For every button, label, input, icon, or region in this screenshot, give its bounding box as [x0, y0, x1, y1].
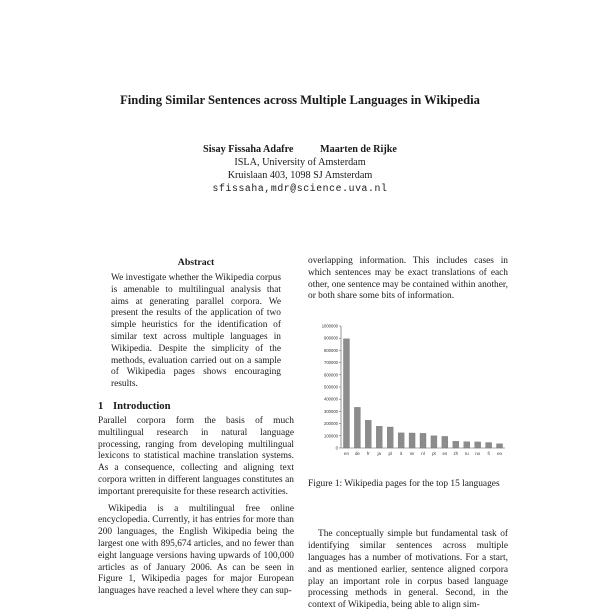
continued-paragraph: overlapping information. This includes cases in which sentences may be exact translations of each other, one sentence may be contained within another, or both share some bits of information. [308, 256, 508, 302]
bar-it [398, 433, 404, 448]
y-tick-label: 100000 [324, 433, 338, 439]
intro-paragraph-1: Parallel corpora form the basis of much multilingual research in natural language processing, ranging from developing multilingual lexicons to statistical machine translation systems. As a consequence, collecting and aligning text corpora written in different languages constitutes an important prerequisite for these research activities. [98, 415, 294, 497]
right-column [308, 256, 508, 303]
x-tick-label: es [442, 451, 448, 456]
x-tick-label: ru [464, 451, 469, 456]
bar-en [343, 339, 349, 448]
bar-pl [387, 427, 393, 448]
x-tick-label: ja [377, 451, 381, 456]
section-title: Introduction [113, 400, 171, 412]
x-tick-label: pl [388, 451, 392, 456]
abstract-heading: Abstract [177, 257, 215, 268]
y-tick-label: 200000 [324, 421, 338, 427]
affiliation: ISLA, University of Amsterdam [234, 157, 366, 168]
figure-caption: Figure 1: Wikipedia pages for the top 15 languages [308, 479, 500, 489]
y-tick-label: 0 [335, 445, 338, 451]
bar-no [475, 442, 481, 448]
bar-ru [464, 442, 470, 448]
bar-pt [431, 436, 437, 448]
author-2: Maarten de Rijke [319, 144, 397, 155]
left-column [98, 256, 294, 598]
bar-chart [313, 320, 509, 464]
address: Kruislaan 403, 1098 SJ Amsterdam [227, 170, 373, 181]
bar-es [442, 436, 448, 448]
bar-nl [420, 433, 426, 448]
bar-sv [409, 433, 415, 448]
x-tick-label: sv [409, 451, 415, 456]
x-tick-label: nl [421, 451, 425, 456]
paper-title: Finding Similar Sentences across Multiple Languages in Wikipedia [120, 93, 480, 107]
y-tick-label: 900000 [324, 335, 338, 341]
x-tick-label: de [354, 451, 360, 456]
author-email: sfissaha,mdr@science.uva.nl [212, 183, 388, 194]
y-tick-label: 600000 [324, 372, 338, 378]
y-tick-label: 1000000 [321, 323, 338, 329]
section-number: 1 [98, 400, 104, 412]
x-tick-label: zh [453, 451, 459, 456]
y-tick-label: 700000 [324, 360, 338, 366]
section-heading-introduction [98, 400, 294, 413]
x-tick-label: en [344, 451, 349, 456]
bar-fi [486, 443, 492, 448]
y-tick-label: 300000 [324, 408, 338, 414]
x-tick-label: fr [366, 451, 370, 456]
author-names [0, 143, 600, 156]
y-tick-label: 500000 [324, 384, 338, 390]
bar-zh [453, 441, 459, 448]
x-tick-label: it [400, 451, 403, 456]
x-tick-label: no [475, 451, 481, 456]
x-tick-label: pt [432, 451, 436, 456]
author-1: Sisay Fissaha Adafre [203, 144, 294, 155]
motivation-paragraph: The conceptually simple but fundamental task of identifying similar sentences across multiple languages has a number of motivations. For a start, and as mentioned earlier, sentence aligned corpora play an important role in corpus based language processing methods in general. Second, in the context of Wikipedia, being able to align sim- [308, 529, 508, 611]
abstract-text: We investigate whether the Wikipedia corpus is amenable to multilingual analysis that aims at generating parallel corpora. We present the results of the application of two simple heuristics for the identification of similar text across multiple languages in Wikipedia. Despite the simplicity of the methods, evaluation carried out on a sample of Wikipedia pages shows encouraging results. [111, 273, 281, 390]
x-tick-label: eo [497, 451, 502, 456]
bar-de [354, 407, 360, 448]
intro-paragraph-2: Wikipedia is a multilingual free online encyclopedia. Currently, it has entries for more than 200 languages, the English Wikipedia being the largest one with 895,674 articles, and no fewer than eight language versions having upwards of 100,000 articles as of January 2006. As can be seen in Figure 1, Wikipedia pages for major European languages have reached a level where they can sup- [98, 503, 294, 597]
bar-fr [365, 420, 371, 448]
y-tick-label: 400000 [324, 396, 338, 402]
figure-1-chart [313, 320, 509, 464]
x-tick-label: fi [487, 451, 490, 456]
bar-ja [376, 426, 382, 448]
author-block [0, 143, 600, 195]
bar-eo [497, 444, 503, 448]
y-tick-label: 800000 [324, 347, 338, 353]
